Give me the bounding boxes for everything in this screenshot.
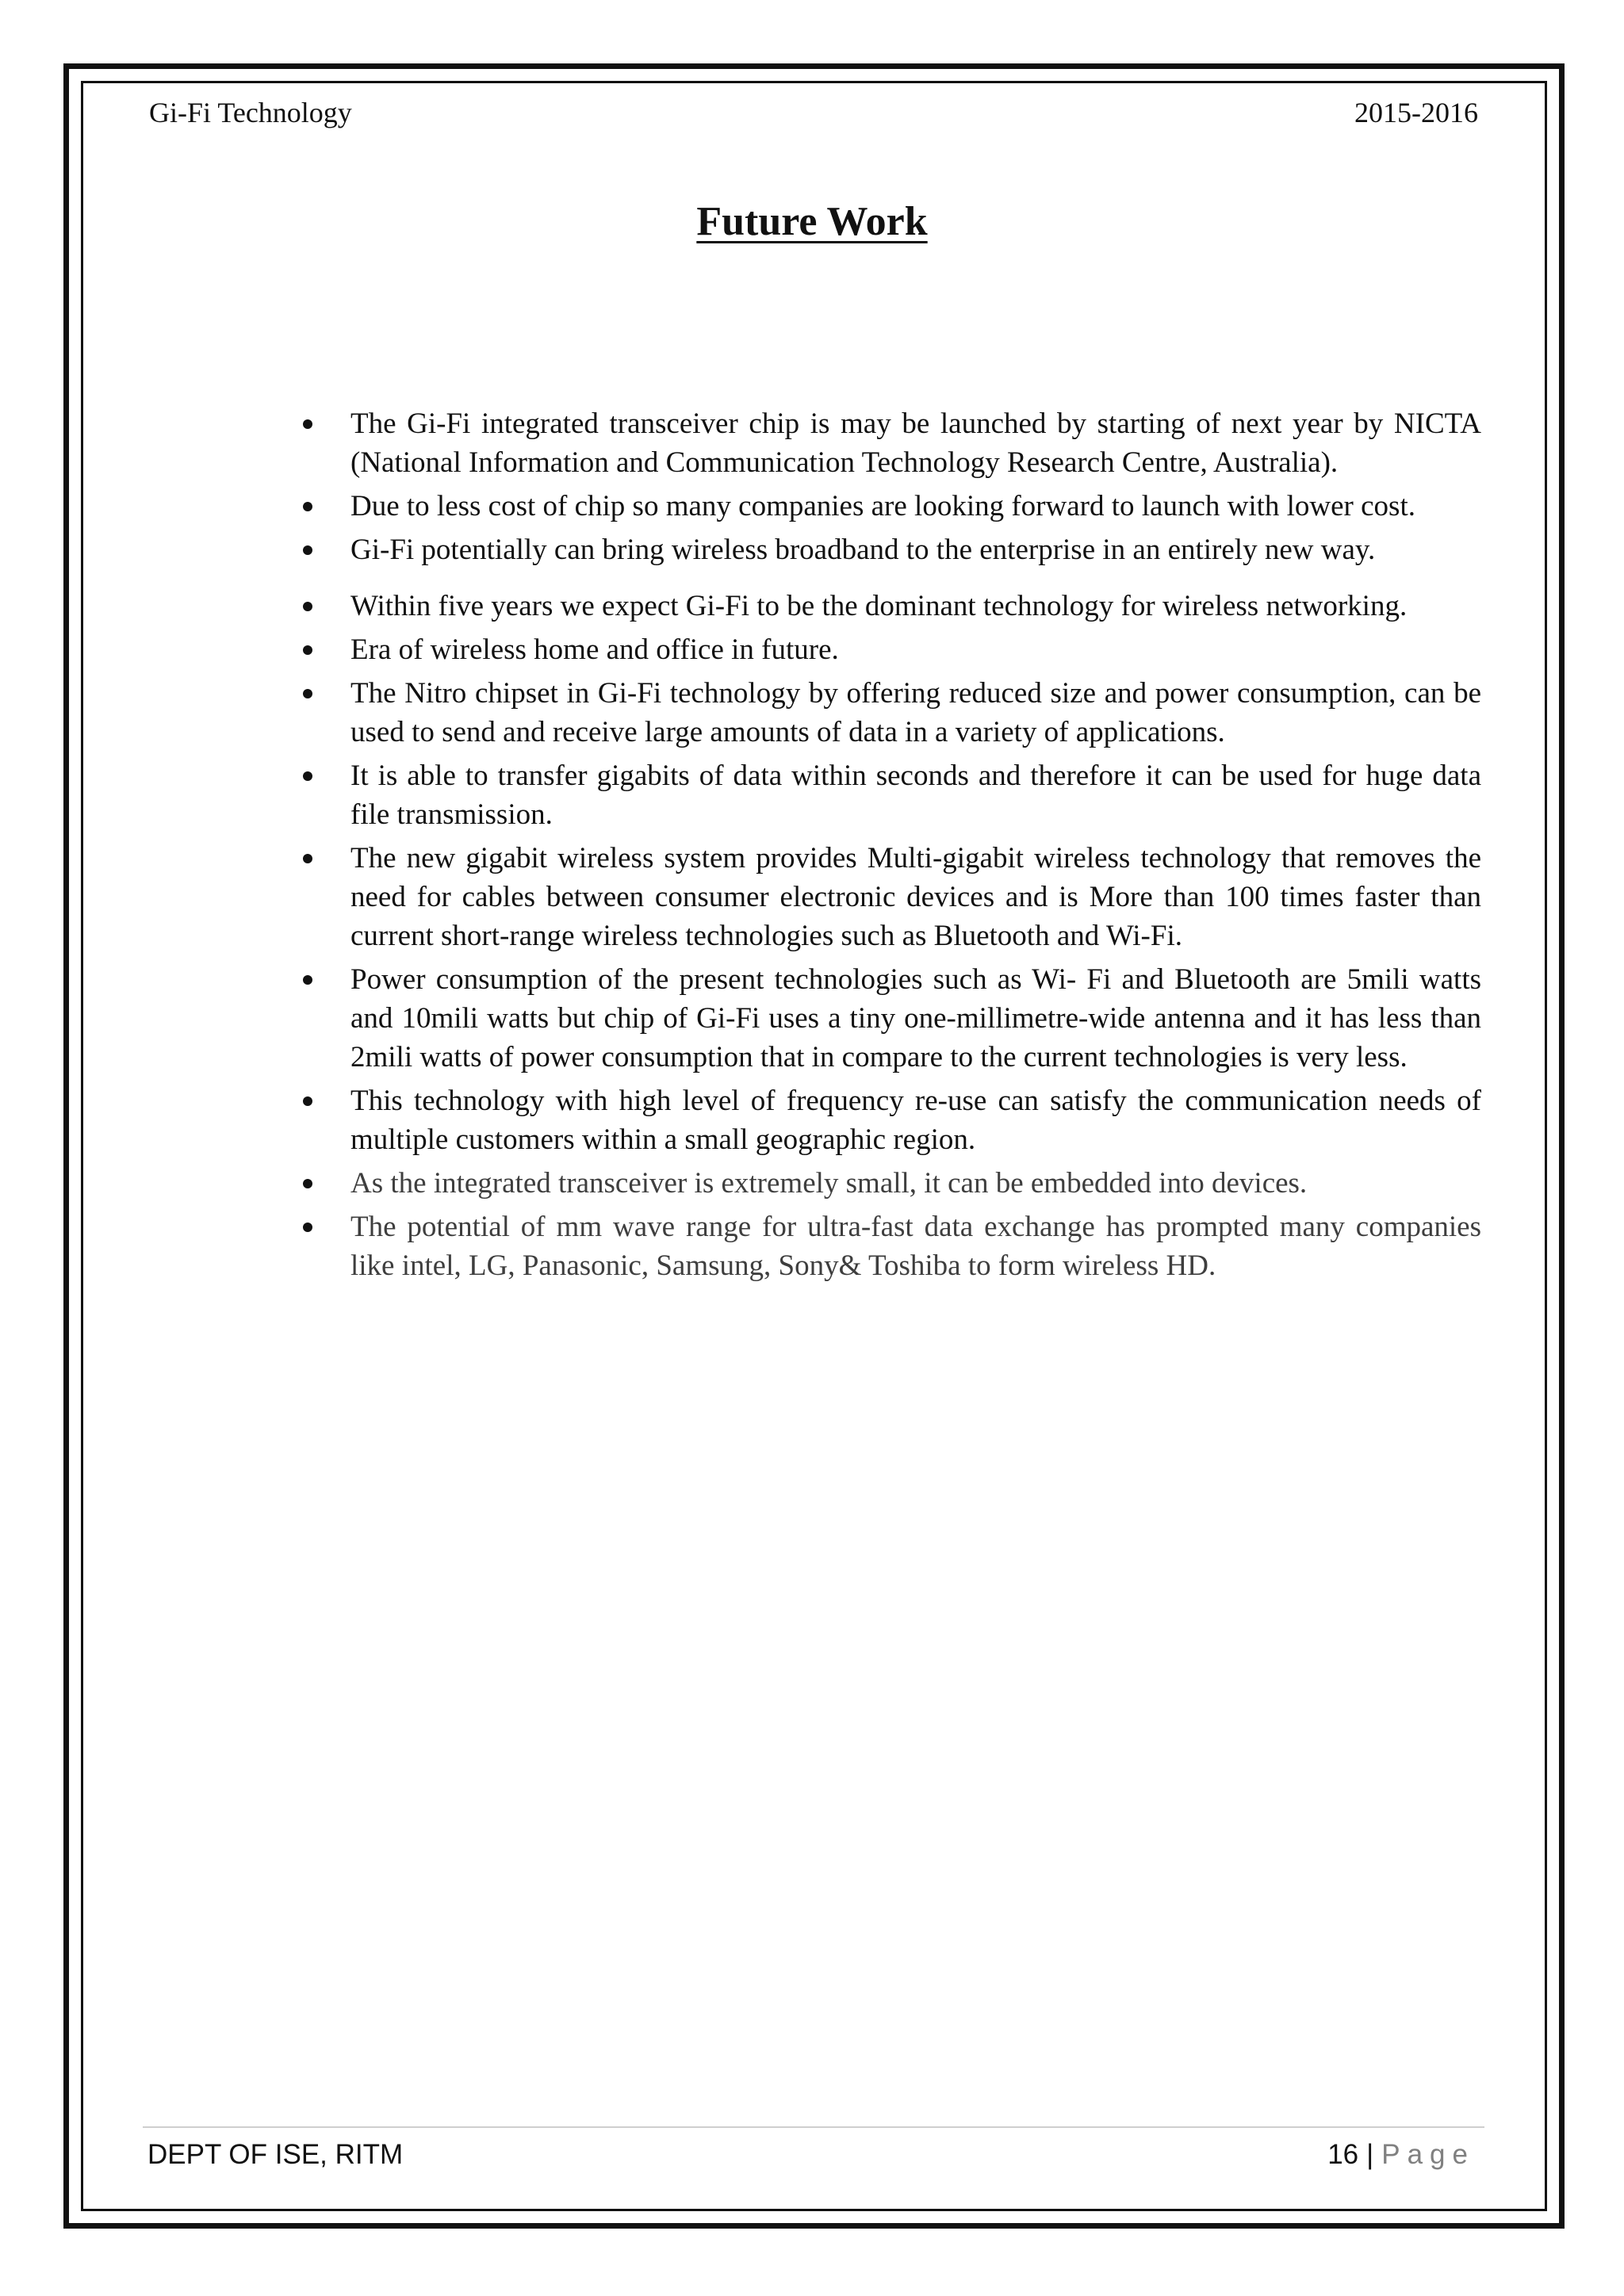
list-item: [350, 530, 1481, 569]
list-item-text: Gi-Fi potentially can bring wireless broadband to the enterprise in an entirely new way.: [350, 534, 1376, 566]
list-item-text: Era of wireless home and office in future.: [350, 633, 839, 666]
list-item-text: Within five years we expect Gi-Fi to be the dominant technology for wireless networking.: [350, 590, 1408, 622]
list-item: [350, 487, 1481, 526]
bullet-dot-icon: [303, 419, 312, 429]
footer-divider: [143, 2126, 1484, 2128]
page-label: Page: [1381, 2139, 1475, 2170]
bullet-dot-icon: [303, 854, 312, 863]
bullet-dot-icon: [303, 545, 312, 555]
list-item-text: The potential of mm wave range for ultra-fast data exchange has prompted many companies like intel, LG, Panasonic, Samsung, Sony& Toshiba to form wireless HD.: [350, 1211, 1481, 1282]
footer-department: DEPT OF ISE, RITM: [147, 2139, 404, 2170]
list-item-text: It is able to transfer gigabits of data within seconds and therefore it can be used for huge data file transmission.: [350, 760, 1481, 831]
footer-separator: |: [1366, 2139, 1374, 2170]
bullet-dot-icon: [303, 502, 312, 511]
footer-page-indicator: [1237, 2137, 1475, 2172]
header-document-title: Gi-Fi Technology: [149, 97, 352, 128]
list-item-text: This technology with high level of frequency re-use can satisfy the communication needs of multiple customers within a small geographic region.: [350, 1085, 1481, 1156]
list-item: [350, 839, 1481, 955]
list-item: [350, 404, 1481, 482]
list-item-text: The Nitro chipset in Gi-Fi technology by offering reduced size and power consumption, can be used to send and receive large amounts of data in a variety of applications.: [350, 677, 1481, 748]
header-year-range: 2015-2016: [1354, 97, 1478, 128]
page-number: 16: [1327, 2139, 1359, 2170]
bullet-dot-icon: [303, 645, 312, 655]
page-title: Future Work: [696, 199, 928, 244]
list-item: [350, 630, 1481, 669]
bullet-dot-icon: [303, 1179, 312, 1188]
bullet-dot-icon: [303, 1096, 312, 1106]
bullet-dot-icon: [303, 602, 312, 611]
bullet-dot-icon: [303, 1223, 312, 1232]
list-item-text: Due to less cost of chip so many companies are looking forward to launch with lower cost.: [350, 490, 1415, 522]
list-item: [350, 1207, 1481, 1285]
list-item: [350, 674, 1481, 752]
bullet-dot-icon: [303, 975, 312, 985]
list-item: [350, 1081, 1481, 1159]
list-item: [350, 756, 1481, 834]
list-item-text: The Gi-Fi integrated transceiver chip is may be launched by starting of next year by NICTA (National Information and Communication Technology Research Centre, Australia).: [350, 408, 1481, 479]
bullet-dot-icon: [303, 689, 312, 698]
future-work-list: [350, 404, 1481, 1290]
list-item-text: The new gigabit wireless system provides Multi-gigabit wireless technology that removes the need for cables between consumer electronic devices and is More than 100 times faster than current short-range wireless technologies such as Bluetooth and Wi-Fi.: [350, 842, 1481, 952]
list-item: [350, 1164, 1481, 1203]
list-item: [350, 960, 1481, 1077]
list-item-text: As the integrated transceiver is extremely small, it can be embedded into devices.: [350, 1167, 1308, 1200]
list-item: [350, 587, 1481, 626]
bullet-dot-icon: [303, 771, 312, 781]
list-item-text: Power consumption of the present technologies such as Wi- Fi and Bluetooth are 5mili watts and 10mili watts but chip of Gi-Fi uses a tiny one-millimetre-wide antenna and it has less than 2mili watts of power consumption that in compare to the current technologies is very less.: [350, 963, 1481, 1073]
